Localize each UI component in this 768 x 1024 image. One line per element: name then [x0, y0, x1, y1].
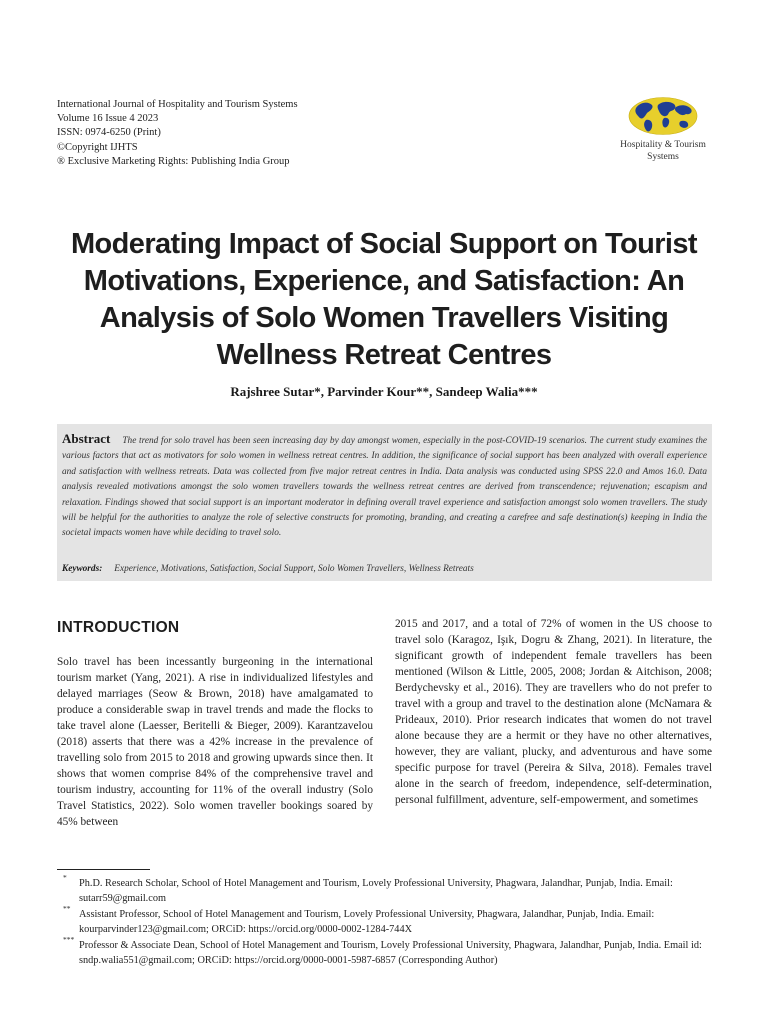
globe-icon	[628, 96, 698, 136]
footnote-divider	[57, 869, 150, 870]
abstract-text: The trend for solo travel has been seen increasing day by day amongst women, especially in the post-COVID-19 scenarios. The current study examines the various factors that act as motivators for solo women in wellness retreat centres. In addition, the significance of social support has been analyzed with overall experience and satisfaction with wellness retreats. Data was collected from five major retreat centres in India. Data analysis was conducted using SPSS 22.0 and Amos 16.0. Data analysis revealed motivations amongst the solo women travellers towards the wellness retreat centres are derived from transcendence; rejuvenation; escapism and relaxation. Findings showed that social support is an important moderator in defining overall travel experience and satisfaction amongst solo women travellers. The study will be helpful for the authorities to analyze the role of selective constructs for promoting, branding, and creating a carefree and safe destination(s) keeping in India the societal impacts women have while deciding to travel solo.	[62, 436, 707, 539]
journal-volume: Volume 16 Issue 4 2023	[57, 113, 159, 125]
journal-name: International Journal of Hospitality and Tourism Systems	[57, 99, 298, 110]
footnote-text: Professor & Associate Dean, School of Hotel Management and Tourism, Lovely Professional University, Phagwara, Jalandhar, Punjab, India. Email id: sndp.walia551@gmail.com; ORCiD: https://orcid.org/0000-0001-5987-6857 (Corresponding Author)	[79, 940, 702, 966]
paper-title: Moderating Impact of Social Support on Tourist Motivations, Experience, and Satisfaction: An Analysis of Solo Women Travellers Visiting Wellness Retreat Centres	[71, 228, 697, 371]
logo-text-line-1: Hospitality & Tourism	[620, 140, 706, 150]
logo-text-line-2: Systems	[647, 151, 679, 162]
footnote-text: Assistant Professor, School of Hotel Management and Tourism, Lovely Professional University, Phagwara, Jalandhar, Punjab, India. Email: kourparvinder123@gmail.com; ORCiD: https://orcid.org/0000-0002-1284-744X	[79, 909, 655, 935]
abstract	[62, 431, 707, 542]
footnote-author-1	[57, 873, 717, 906]
authors: Rajshree Sutar*, Parvinder Kour**, Sandeep Walia***	[230, 384, 538, 399]
journal-info	[57, 98, 298, 169]
keywords-text: Experience, Motivations, Satisfaction, Social Support, Solo Women Travellers, Wellness Retreats	[114, 564, 474, 574]
introduction-heading: INTRODUCTION	[57, 619, 180, 636]
keywords	[62, 564, 474, 574]
journal-copyright: ©Copyright IJHTS	[57, 141, 138, 153]
introduction-left-column: Solo travel has been incessantly burgeoning in the international tourism market (Yang, 2021). A rise in individualized lifestyles and delayed marriages (Seow & Brown, 2018) have amalgamated to produce a considerable swap in travel trends and made the flocks to take travel alone (Laesser, Beritelli & Bieger, 2009). Karantzavelou (2018) asserts that there was a 42% increase in the prevalence of travelling solo from 2015 to 2018 and growing upwards since then. It shows that women comprise 84% of the comprehensive travel and tourism industry, accounting for 11% of the overall industry (Solo Travel Statistics, 2022). Solo women traveller bookings soared by 45% between	[57, 656, 373, 828]
introduction-right-column: 2015 and 2017, and a total of 72% of women in the US choose to travel solo (Karagoz, Işık, Dogru & Zhang, 2021). In literature, the significant growth of independent female travellers has been mentioned (Wilson & Little, 2005, 2008; Jordan & Aitchison, 2008; Berdychevsky et al., 2016). They are travellers who do not prefer to travel with a group and travel to the destination alone (McNamara & Prideaux, 2010). Prior research indicates that women do not travel alone because they are a hermit or they have no other alternatives, however, they are valiant, plucky, and adventurous and have some specific purpose for travel (Pereira & Silva, 2018). Females travel alone in the search of freedom, independence, self-determination, personal fulfillment, adventure, self-empowerment, and sometimes	[395, 618, 712, 806]
journal-issn: ISSN: 0974-6250 (Print)	[57, 127, 161, 139]
footnote-author-2	[57, 904, 717, 937]
abstract-box	[57, 424, 712, 581]
abstract-label: Abstract	[62, 431, 111, 446]
footnote-mark: **	[63, 904, 71, 913]
footnote-mark: *	[63, 873, 67, 882]
footnote-author-3	[57, 935, 717, 968]
keywords-label: Keywords:	[62, 564, 103, 574]
journal-logo	[608, 96, 718, 163]
footnote-mark: ***	[63, 935, 75, 944]
journal-marketing-rights: ® Exclusive Marketing Rights: Publishing India Group	[57, 155, 290, 167]
footnote-text: Ph.D. Research Scholar, School of Hotel Management and Tourism, Lovely Professional University, Phagwara, Jalandhar, Punjab, India. Email: sutarr59@gmail.com	[79, 878, 673, 904]
footnotes	[57, 873, 717, 969]
